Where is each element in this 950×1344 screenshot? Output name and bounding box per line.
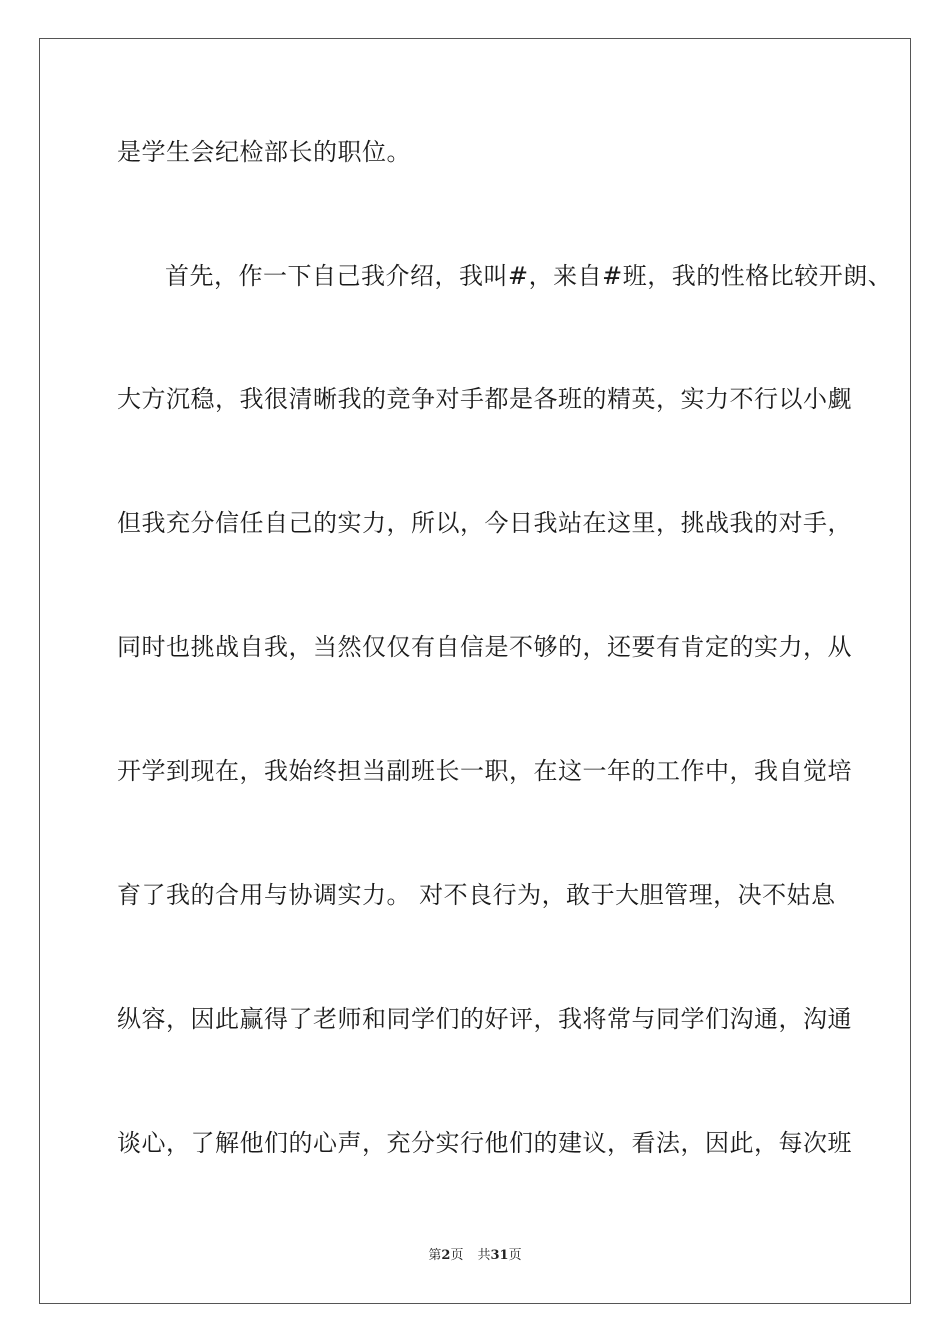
text-line-1: 是学生会纪检部长的职位。 (117, 138, 411, 166)
text-line-6: 开学到现在，我始终担当副班长一职，在这一年的工作中，我自觉培 (117, 757, 852, 785)
page-number: 2 (441, 1248, 451, 1263)
total-suffix: 页 (508, 1248, 522, 1263)
page-frame (39, 38, 911, 1304)
text-line-4: 但我充分信任自己的实力，所以，今日我站在这里，挑战我的对手， (117, 509, 852, 537)
text-line-3: 大方沉稳，我很清晰我的竞争对手都是各班的精英，实力不行以小觑 (117, 385, 852, 413)
text-line-2: 首先，作一下自己我介绍，我叫#，来自#班，我的性格比较开朗、 (165, 262, 893, 290)
total-prefix: 共 (477, 1248, 491, 1263)
text-line-7: 育了我的合用与协调实力。 对不良行为，敢于大胆管理，决不姑息 (117, 881, 836, 909)
text-line-9: 谈心，了解他们的心声，充分实行他们的建议，看法，因此，每次班 (117, 1129, 852, 1157)
text-line-5: 同时也挑战自我，当然仅仅有自信是不够的，还要有肯定的实力，从 (117, 633, 852, 661)
text-line-8: 纵容，因此赢得了老师和同学们的好评，我将常与同学们沟通，沟通 (117, 1005, 852, 1033)
total-pages: 31 (490, 1248, 509, 1263)
page-suffix: 页 (450, 1248, 464, 1263)
page-footer (0, 1247, 950, 1265)
page-prefix: 第 (428, 1248, 442, 1263)
